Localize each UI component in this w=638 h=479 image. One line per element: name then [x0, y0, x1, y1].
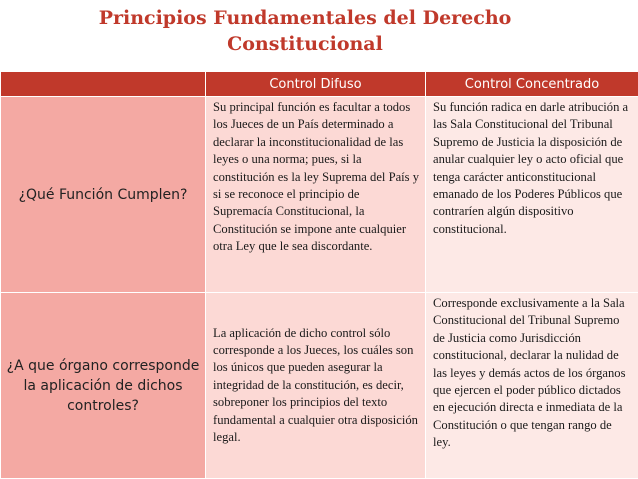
table-header-row [1, 72, 638, 97]
cell-concentrado-funcion: Su función radica en darle atribución a las Sala Constitucional del Tribunal Supremo de Justicia la disposición de anular cualquier ley o acto oficial que tenga carácter anticonstitucional emanado de los Poderes Públicos que contraríen algún dispositivo constitucional. [426, 97, 638, 293]
cell-difuso-organo: La aplicación de dicho control sólo corresponde a los Jueces, los cuáles son los únicos que pueden asegurar la integridad de la constitución, es decir, sobreponer los principios del texto fundamental a cualquier otra disposición legal. [206, 293, 426, 479]
page-title [0, 5, 610, 57]
cell-difuso-funcion: Su principal función es facultar a todos los Jueces de un País determinado a declarar la inconstitucionalidad de las leyes o una norma; pues, si la constitución es la ley Suprema del País y si se reconoce el principio de Supremacía Constitucional, la Constitución se impone ante cualquier otra Ley que le sea discordante. [206, 97, 426, 293]
table-row [1, 97, 638, 293]
cell-concentrado-organo: Corresponde exclusivamente a la Sala Constitucional del Tribunal Supremo de Justicia como Jurisdicción constitucional, declarar la nulidad de las leyes y demás actos de los órganos que ejercen el poder público dictados en ejecución directa e inmediata de la Constitución o que tengan rango de ley. [426, 293, 638, 479]
header-control-difuso: Control Difuso [206, 72, 426, 97]
row-label-organo: ¿A que órgano corresponde la aplicación de dichos controles? [1, 293, 206, 479]
header-blank [1, 72, 206, 97]
row-label-funcion: ¿Qué Función Cumplen? [1, 97, 206, 293]
title-line-1: Principios Fundamentales del Derecho [98, 7, 512, 29]
comparison-table [0, 71, 638, 479]
title-line-2: Constitucional [227, 33, 383, 55]
header-control-concentrado: Control Concentrado [426, 72, 638, 97]
table-row [1, 293, 638, 479]
